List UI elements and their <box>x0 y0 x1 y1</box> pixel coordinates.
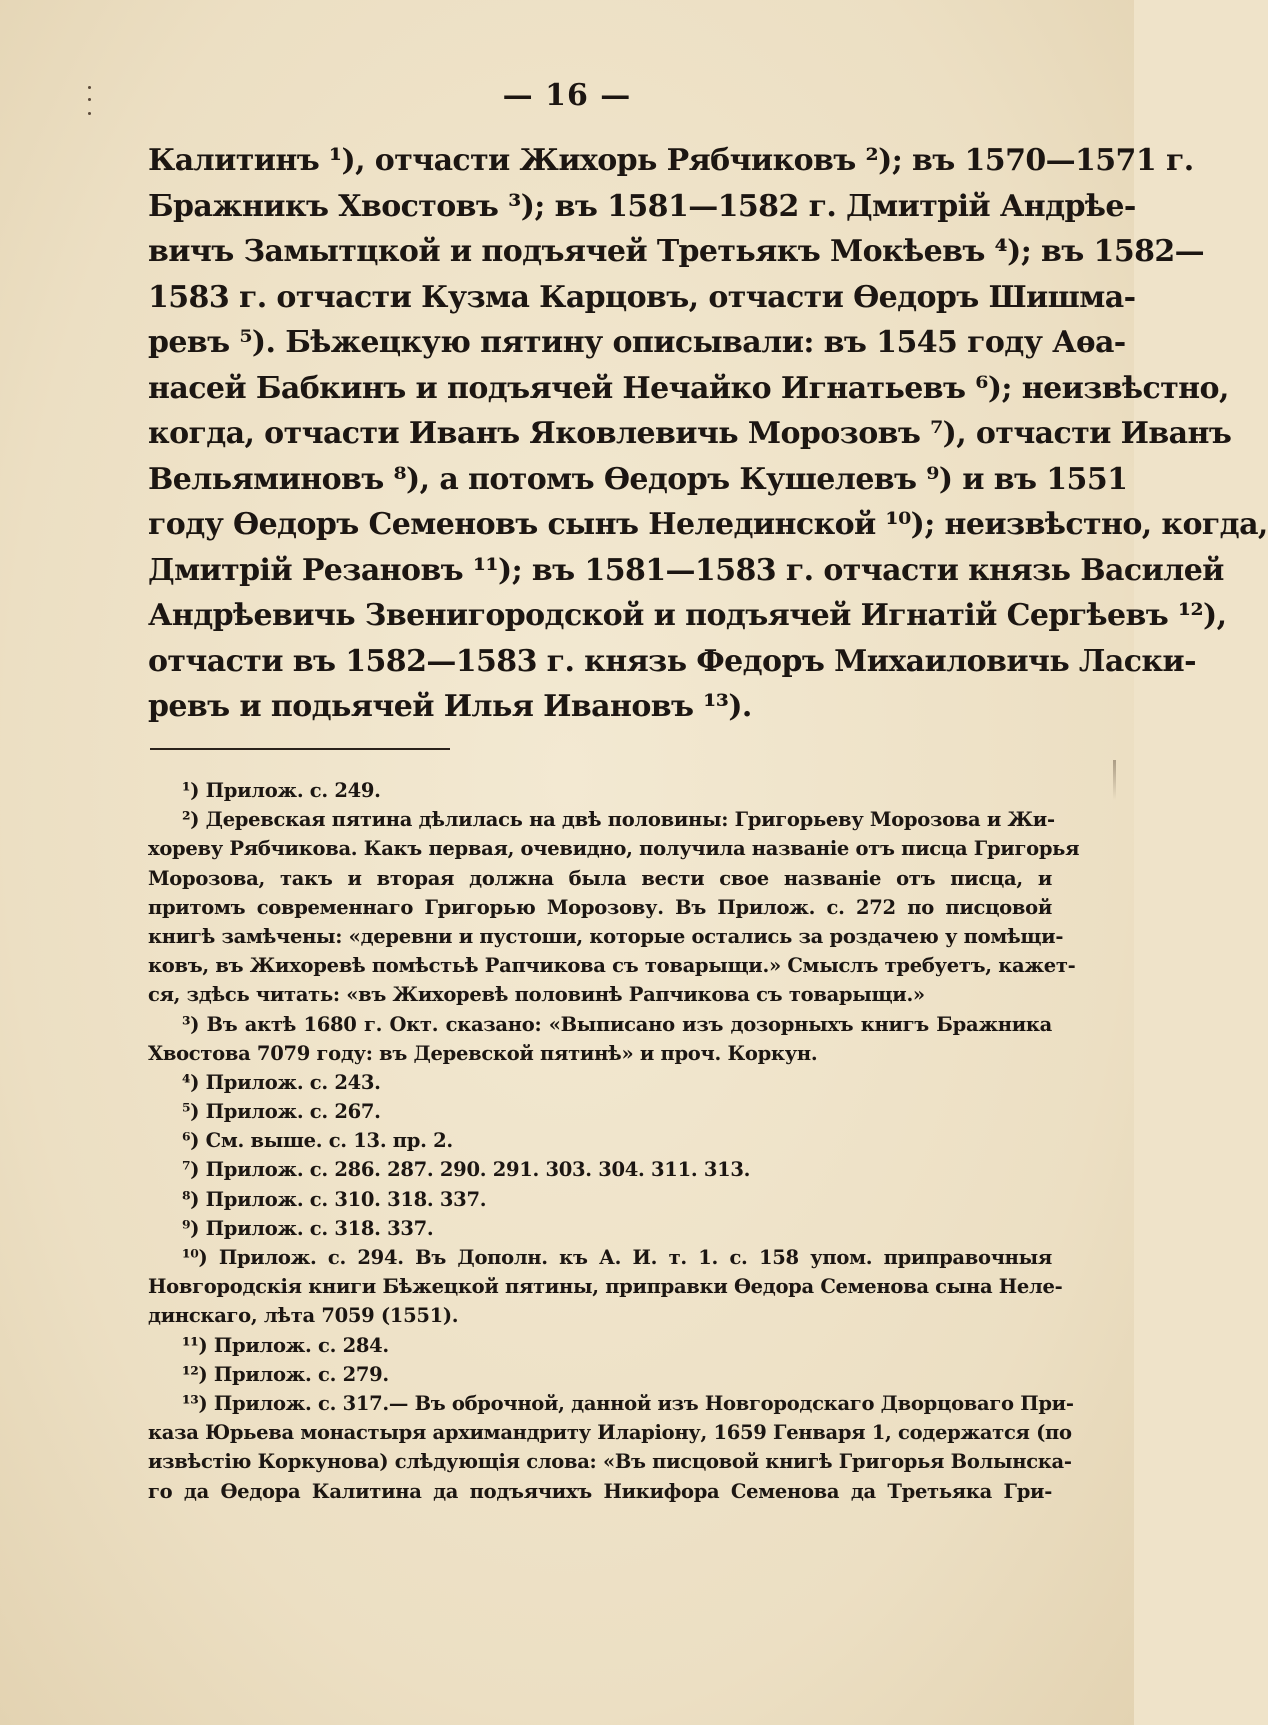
text-line: Андрѣевичь Звенигородской и подъячей Игнатій Сергѣевъ ¹²), <box>148 598 1227 633</box>
footnote-line: ⁶) См. выше. с. 13. пр. 2. <box>182 1129 453 1153</box>
footnote-line: книгѣ замѣчены: «деревни и пустоши, которые остались за роздачею у помѣщи- <box>148 924 1064 948</box>
footnote-line: Морозова, такъ и вторая должна была вести свое названіе отъ писца, и <box>148 866 1052 890</box>
footnote-line: ковъ, въ Жихоревѣ помѣстьѣ Рапчикова съ товарыщи.» Смыслъ требуетъ, кажет- <box>148 954 1076 978</box>
footnote-line: ся, здѣсь читать: «въ Жихоревѣ половинѣ Рапчикова съ товарыщи.» <box>148 983 925 1007</box>
text-line: 1583 г. отчасти Кузма Карцовъ, отчасти Ѳедоръ Шишма- <box>148 279 1136 315</box>
text-line: Вельяминовъ ⁸), а потомъ Ѳедоръ Кушелевъ ⁹) и въ 1551 <box>148 461 1128 497</box>
text-line: Калитинъ ¹), отчасти Жихорь Рябчиковъ ²); въ 1570—1571 г. <box>148 143 1194 178</box>
main-text <box>148 138 1268 730</box>
footnote-line: ¹) Прилож. с. 249. <box>182 779 381 802</box>
footnote-line: извѣстію Коркунова) слѣдующія слова: «Въ писцовой книгѣ Григорья Волынска- <box>148 1450 1072 1474</box>
footnote-line: ⁴) Прилож. с. 243. <box>182 1070 381 1094</box>
text-line: отчасти въ 1582—1583 г. князь Федоръ Михаиловичь Ласки- <box>148 643 1196 679</box>
text-line: году Ѳедоръ Семеновъ сынъ Нелединской ¹⁰); неизвѣстно, когда, <box>148 507 1268 542</box>
footnote-line: го да Ѳедора Калитина да подъячихъ Никифора Семенова да Третьяка Гри- <box>148 1479 1052 1503</box>
text-line: ревъ и подьячей Илья Ивановъ ¹³). <box>148 689 752 724</box>
text-line: ревъ ⁵). Бѣжецкую пятину описывали: въ 1545 году Аѳа- <box>148 325 1126 360</box>
footnote-line: хореву Рябчикова. Какъ первая, очевидно, получила названіе отъ писца Григорья <box>148 837 1080 861</box>
page-edge-shadow <box>1113 760 1116 800</box>
footnote-line: ²) Деревская пятина дѣлилась на двѣ половины: Григорьеву Морозова и Жи- <box>182 808 1055 832</box>
footnote-line: ¹²) Прилож. с. 279. <box>182 1362 389 1386</box>
footnote-line: ⁸) Прилож. с. 310. 318. 337. <box>182 1187 487 1211</box>
footnote-line: Новгородскія книги Бѣжецкой пятины, приправки Ѳедора Семенова сына Неле- <box>148 1275 1063 1299</box>
footnote-line: динскаго, лѣта 7059 (1551). <box>148 1304 459 1328</box>
footnote-line: ⁹) Прилож. с. 318. 337. <box>182 1216 434 1240</box>
footnote-line: ¹⁰) Прилож. с. 294. Въ Дополн. къ А. И. т. 1. с. 158 упом. приправочныя <box>182 1246 1052 1269</box>
footnotes <box>148 776 1080 1506</box>
footnote-line: притомъ современнаго Григорью Морозову. Въ Прилож. с. 272 по писцовой <box>148 895 1052 919</box>
footnote-line: ¹³) Прилож. с. 317.— Въ оброчной, данной изъ Новгородскаго Дворцоваго При- <box>182 1391 1074 1415</box>
footnote-line: Хвостова 7079 году: въ Деревской пятинѣ» и проч. Коркун. <box>148 1041 818 1065</box>
footnote-line: каза Юрьева монастыря архимандриту Иларіону, 1659 Генваря 1, содержатся (по <box>148 1421 1072 1445</box>
footnote-line: ⁵) Прилож. с. 267. <box>182 1100 381 1124</box>
footnote-line: ³) Въ актѣ 1680 г. Окт. сказано: «Выписано изъ дозорныхъ книгъ Бражника <box>182 1012 1052 1036</box>
text-line: Бражникъ Хвостовъ ³); въ 1581—1582 г. Дмитрій Андрѣе- <box>148 188 1136 224</box>
text-line: когда, отчасти Иванъ Яковлевичь Морозовъ ⁷), отчасти Иванъ <box>148 416 1232 451</box>
text-line: вичъ Замытцкой и подъячей Третьякъ Мокѣевъ ⁴); въ 1582— <box>148 234 1205 269</box>
page-number: — 16 — <box>502 78 632 113</box>
text-line: Дмитрій Резановъ ¹¹); въ 1581—1583 г. отчасти князь Василей <box>148 552 1224 588</box>
footnote-line: ¹¹) Прилож. с. 284. <box>182 1333 389 1357</box>
text-line: насей Бабкинъ и подъячей Нечайко Игнатьевъ ⁶); неизвѣстно, <box>148 370 1229 406</box>
footnote-divider <box>150 748 450 750</box>
footnote-line: ⁷) Прилож. с. 286. 287. 290. 291. 303. 304. 311. 313. <box>182 1158 751 1182</box>
